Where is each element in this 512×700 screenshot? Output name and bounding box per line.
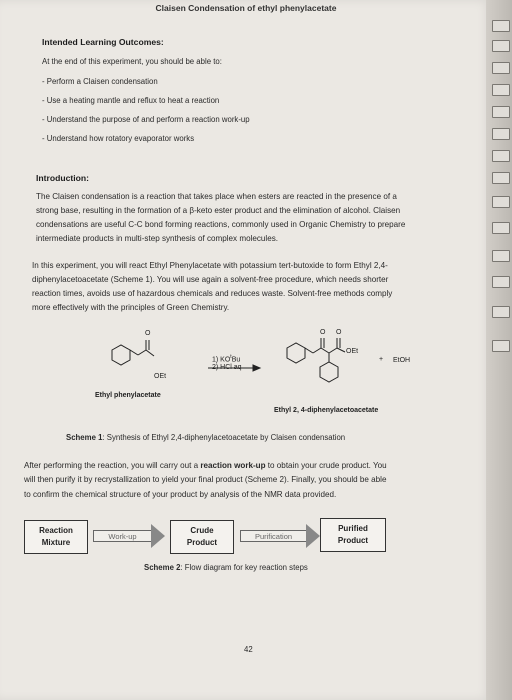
binder-tab <box>492 276 510 288</box>
reagent-base: 1) $KO^tBu$ <box>212 354 241 364</box>
reagent-acid: 2) HCl aq <box>212 364 242 371</box>
intro-line: diphenylacetoacetate (Scheme 1). You will use again a solvent-free procedure, which needs shorter <box>32 275 389 284</box>
intro-line: The Claisen condensation is a reaction that takes place when esters are reacted in the presence of a <box>36 192 397 201</box>
intro-line: condensations are useful C-C bond forming reactions, commonly used in Organic Chemistry to prepare <box>36 220 406 229</box>
scheme2-caption: Scheme 2: Flow diagram for key reaction steps <box>144 563 308 572</box>
binder-tab <box>492 20 510 32</box>
binder-tab <box>492 222 510 234</box>
purification-arrow: Purification <box>240 527 320 545</box>
binder-tab <box>492 250 510 262</box>
outcome-item: - Use a heating mantle and reflux to heat a reaction <box>42 96 220 105</box>
workup-line: After performing the reaction, you will carry out a reaction work-up to obtain your crude product. You <box>24 461 387 470</box>
outcome-item: - Perform a Claisen condensation <box>42 77 158 86</box>
reaction-mixture-box: Reaction Mixture <box>24 520 88 554</box>
binder-tab <box>492 62 510 74</box>
binder-tab <box>492 340 510 352</box>
workup-line: will then purify it by recrystallization to yield your final product (Scheme 2). Finally, you should be able <box>24 475 387 484</box>
intro-line: strong base, resulting in the formation of a β-keto ester product and the elimination of alcohol. Claisen <box>36 206 401 215</box>
oet-left-label: OEt <box>154 373 167 380</box>
oet-right-label: OEt <box>346 348 359 355</box>
outcome-item: - Understand the purpose of and perform a reaction work-up <box>42 115 250 124</box>
intro-line: In this experiment, you will react Ethyl Phenylacetate with potassium tert-butoxide to form Ethyl 2,4- <box>32 261 388 270</box>
crude-product-box: Crude Product <box>170 520 234 554</box>
reactant-name: Ethyl phenylacetate <box>95 392 161 399</box>
binder-tab <box>492 84 510 96</box>
page-title: Claisen Condensation of ethyl phenylacetate <box>155 3 337 13</box>
binder-tab <box>492 306 510 318</box>
byproduct-label: EtOH <box>393 357 411 364</box>
binder-tab <box>492 172 510 184</box>
binder-tab <box>492 128 510 140</box>
introduction-heading: Introduction: <box>36 173 89 183</box>
binder-tab <box>492 106 510 118</box>
intro-line: intermediate products in multi-step synthesis of complex molecules. <box>36 234 279 243</box>
purified-product-box: Purified Product <box>320 518 386 552</box>
scheme1-caption: Scheme 1: Synthesis of Ethyl 2,4-diphenylacetoacetate by Claisen condensation <box>66 433 346 442</box>
svg-text:O: O <box>145 330 151 337</box>
workup-line: to confirm the chemical structure of your product by analysis of the NMR data provided. <box>24 490 337 499</box>
intro-line: reaction times, avoids use of hazardous chemicals and reduces waste. Solvent-free methods comply <box>32 289 393 298</box>
binder-tab <box>492 150 510 162</box>
page-number: 42 <box>244 645 253 654</box>
workup-arrow: Work-up <box>93 527 165 545</box>
intro-line: more effectively with the principles of Green Chemistry. <box>32 303 230 312</box>
outcome-item: - Understand how rotatory evaporator works <box>42 134 195 143</box>
binder-tab <box>492 196 510 208</box>
outcomes-heading: Intended Learning Outcomes: <box>42 37 164 47</box>
svg-text:O: O <box>336 329 342 336</box>
svg-text:O: O <box>320 329 326 336</box>
binder-tab <box>492 40 510 52</box>
outcomes-intro: At the end of this experiment, you should be able to: <box>42 57 222 66</box>
product-name: Ethyl 2, 4-diphenylacetoacetate <box>274 407 379 414</box>
plus-sign: + <box>379 356 384 363</box>
